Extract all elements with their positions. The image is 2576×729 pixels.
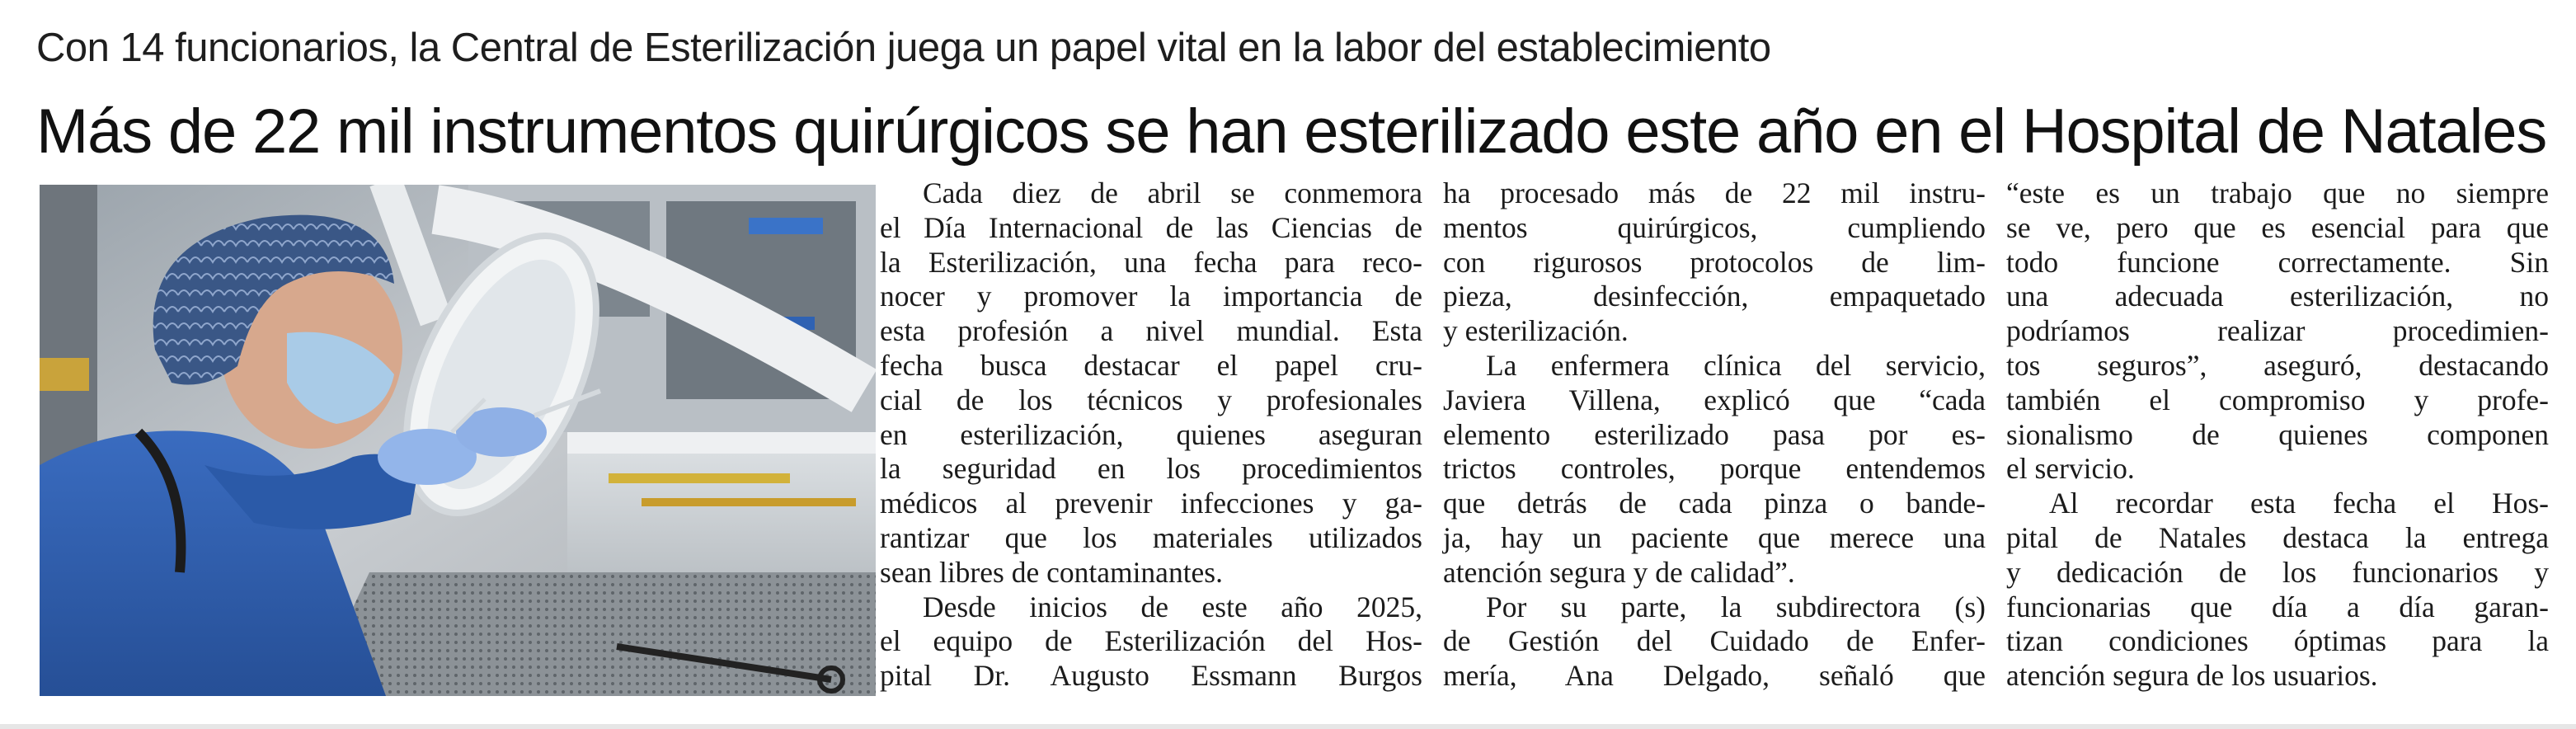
column-1-line: esta profesión a nivel mundial. Esta [880, 314, 1422, 348]
column-2-line: que detrás de cada pinza o bande- [1443, 487, 1986, 520]
column-2-line: trictos controles, porque entendemos [1443, 452, 1986, 486]
column-1-line: la Esterilización, una fecha para reco- [880, 245, 1422, 279]
column-2-line: ha procesado más de 22 mil instru- [1443, 176, 1986, 209]
column-3-line: y dedicación de los funcionarios y [2006, 555, 2549, 589]
column-1-line: en esterilización, quienes aseguran [880, 417, 1422, 451]
photo-nurse-sterilization [40, 185, 876, 696]
article-column-1 [880, 176, 1422, 694]
column-1-line: Desde inicios de este año 2025, [923, 590, 1422, 623]
column-3-line: se ve, pero que es esencial para que [2006, 210, 2549, 244]
column-1-line: pital Dr. Augusto Essmann Burgos [880, 659, 1422, 693]
column-3-line: pital de Natales destaca la entrega [2006, 520, 2549, 554]
column-2-line: mería, Ana Delgado, señaló que [1443, 659, 1986, 693]
article-column-2 [1443, 176, 1986, 694]
column-3-line: tos seguros”, aseguró, destacando [2006, 348, 2549, 382]
column-3-line: todo funcione correctamente. Sin [2006, 245, 2549, 279]
column-3-line: “este es un trabajo que no siempre [2006, 176, 2549, 209]
column-1-line: el Día Internacional de las Ciencias de [880, 210, 1422, 244]
column-2-line: La enfermera clínica del servicio, [1486, 348, 1986, 382]
column-2-line: pieza, desinfección, empaquetado [1443, 280, 1986, 313]
column-2-line: y esterilización. [1443, 314, 1629, 348]
article-kicker: Con 14 funcionarios, la Central de Esterilización juega un papel vital en la labor del establecimiento [36, 26, 1771, 70]
column-1-line: cial de los técnicos y profesionales [880, 383, 1422, 416]
article-column-3 [2006, 176, 2549, 694]
column-3-line: el servicio. [2006, 452, 2135, 486]
column-2-line: ja, hay un paciente que merece una [1443, 520, 1986, 554]
column-2-line: mentos quirúrgicos, cumpliendo [1443, 210, 1986, 244]
column-1-line: fecha busca destacar el papel cru- [880, 348, 1422, 382]
column-3-line: podríamos realizar procedimien- [2006, 314, 2549, 348]
column-1-line: sean libres de contaminantes. [880, 555, 1223, 589]
column-2-line: atención segura y de calidad”. [1443, 555, 1795, 589]
column-2-line: de Gestión del Cuidado de Enfer- [1443, 624, 1986, 658]
column-1-line: la seguridad en los procedimientos [880, 452, 1422, 486]
column-2-line: Por su parte, la subdirectora (s) [1486, 590, 1986, 623]
column-3-line: también el compromiso y profe- [2006, 383, 2549, 416]
column-1-line: nocer y promover la importancia de [880, 280, 1422, 313]
page-bottom-rule [0, 724, 2576, 729]
column-1-line: Cada diez de abril se conmemora [923, 176, 1422, 209]
column-3-line: una adecuada esterilización, no [2006, 280, 2549, 313]
column-3-line: Al recordar esta fecha el Hos- [2049, 487, 2549, 520]
column-3-line: atención segura de los usuarios. [2006, 659, 2378, 693]
article-headline: Más de 22 mil instrumentos quirúrgicos se han esterilizado este año en el Hospital de Natales [36, 96, 2547, 167]
column-3-line: sionalismo de quienes componen [2006, 417, 2549, 451]
column-2-line: Javiera Villena, explicó que “cada [1443, 383, 1986, 416]
column-2-line: con rigurosos protocolos de lim- [1443, 245, 1986, 279]
column-2-line: elemento esterilizado pasa por es- [1443, 417, 1986, 451]
column-3-line: funcionarias que día a día garan- [2006, 590, 2549, 623]
column-1-line: rantizar que los materiales utilizados [880, 520, 1422, 554]
column-1-line: el equipo de Esterilización del Hos- [880, 624, 1422, 658]
column-1-line: médicos al prevenir infecciones y ga- [880, 487, 1422, 520]
column-3-line: tizan condiciones óptimas para la [2006, 624, 2549, 658]
article-photo [40, 185, 876, 696]
